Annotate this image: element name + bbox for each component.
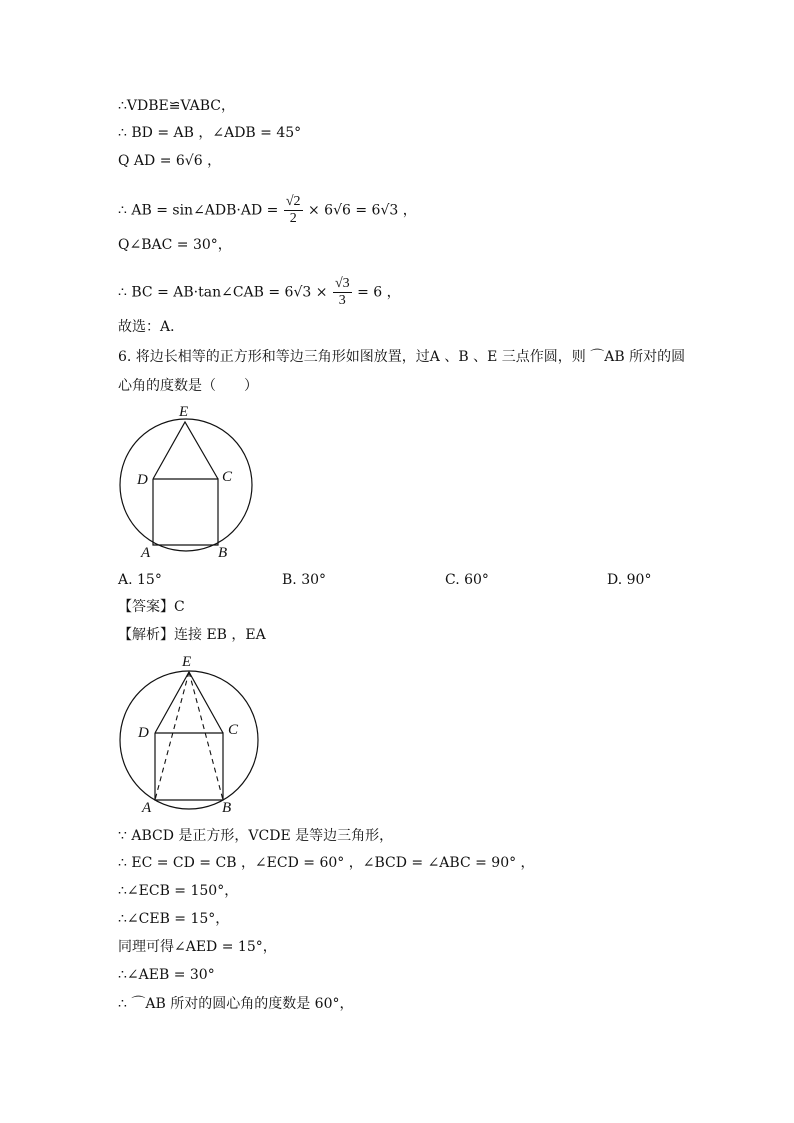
- dashed-segment-EA: [155, 672, 189, 800]
- fraction-sqrt3-over-3: [333, 276, 352, 309]
- proof-line-2: ∴ BD = AB ，∠ADB = 45°: [118, 125, 302, 141]
- fraction-sqrt2-over-2: [284, 194, 303, 227]
- label-E: E: [179, 404, 189, 420]
- triangle: [153, 422, 218, 479]
- proof-line-4-left: ∴ AB = sin∠ADB·AD =: [118, 202, 279, 219]
- solution-line-6: ∴∠AEB = 30°: [118, 967, 215, 983]
- fraction-denominator: 3: [338, 293, 346, 308]
- question-6-line-1: 6. 将边长相等的正方形和等边三角形如图放置，过A 、B 、E 三点作圆，则 ⌒AB 所对的圆: [118, 349, 686, 365]
- option-a: A. 15°: [118, 572, 162, 588]
- proof-line-5: Q∠BAC = 30°，: [118, 237, 232, 253]
- proof-line-1: ∴VDBE≌VABC，: [118, 98, 236, 114]
- label-A: A: [141, 545, 151, 561]
- question-figure: [118, 402, 258, 562]
- label-B: B: [222, 800, 232, 816]
- label-D: D: [138, 725, 149, 741]
- option-d: D. 90°: [607, 572, 652, 588]
- solution-line-4: ∴∠CEB = 15°，: [118, 911, 230, 927]
- solution-line-2: ∴ EC = CD = CB ，∠ECD = 60° ，∠BCD = ∠ABC = 90° ，: [118, 855, 535, 871]
- label-D: D: [137, 472, 148, 488]
- proof-line-4: [118, 194, 417, 227]
- analysis-intro: 【解析】连接 EB ，EA: [118, 627, 266, 643]
- proof-conclusion: 故选：A．: [118, 319, 185, 335]
- proof-line-6-left: ∴ BC = AB·tan∠CAB = 6√3 ×: [118, 284, 328, 301]
- solution-line-3: ∴∠ECB = 150°，: [118, 883, 239, 899]
- label-C: C: [222, 469, 233, 485]
- question-6-line-2: 心角的度数是（ ）: [118, 378, 258, 394]
- dashed-segment-EB: [189, 672, 223, 800]
- label-A: A: [142, 800, 152, 816]
- fraction-numerator: √3: [334, 276, 350, 291]
- proof-line-3: Q AD = 6√6 ，: [118, 153, 222, 169]
- square: [153, 479, 218, 545]
- option-b: B. 30°: [282, 572, 327, 588]
- proof-line-4-right: × 6√6 = 6√3 ，: [307, 202, 417, 219]
- proof-line-6-right: = 6 ，: [357, 284, 401, 301]
- solution-line-1: ∵ ABCD 是正方形，VCDE 是等边三角形，: [118, 828, 394, 844]
- option-c: C. 60°: [445, 572, 489, 588]
- answer-line: 【答案】C: [118, 599, 185, 615]
- square: [155, 733, 223, 800]
- proof-line-6: [118, 276, 401, 309]
- solution-line-7: ∴ ⌒AB 所对的圆心角的度数是 60°，: [118, 996, 354, 1012]
- fraction-numerator: √2: [285, 194, 301, 209]
- fraction-denominator: 2: [289, 211, 297, 226]
- label-C: C: [228, 722, 239, 738]
- solution-figure: [118, 652, 263, 817]
- label-E: E: [182, 654, 192, 670]
- triangle: [155, 672, 223, 733]
- solution-line-5: 同理可得∠AED = 15°，: [118, 939, 277, 955]
- label-B: B: [218, 545, 228, 561]
